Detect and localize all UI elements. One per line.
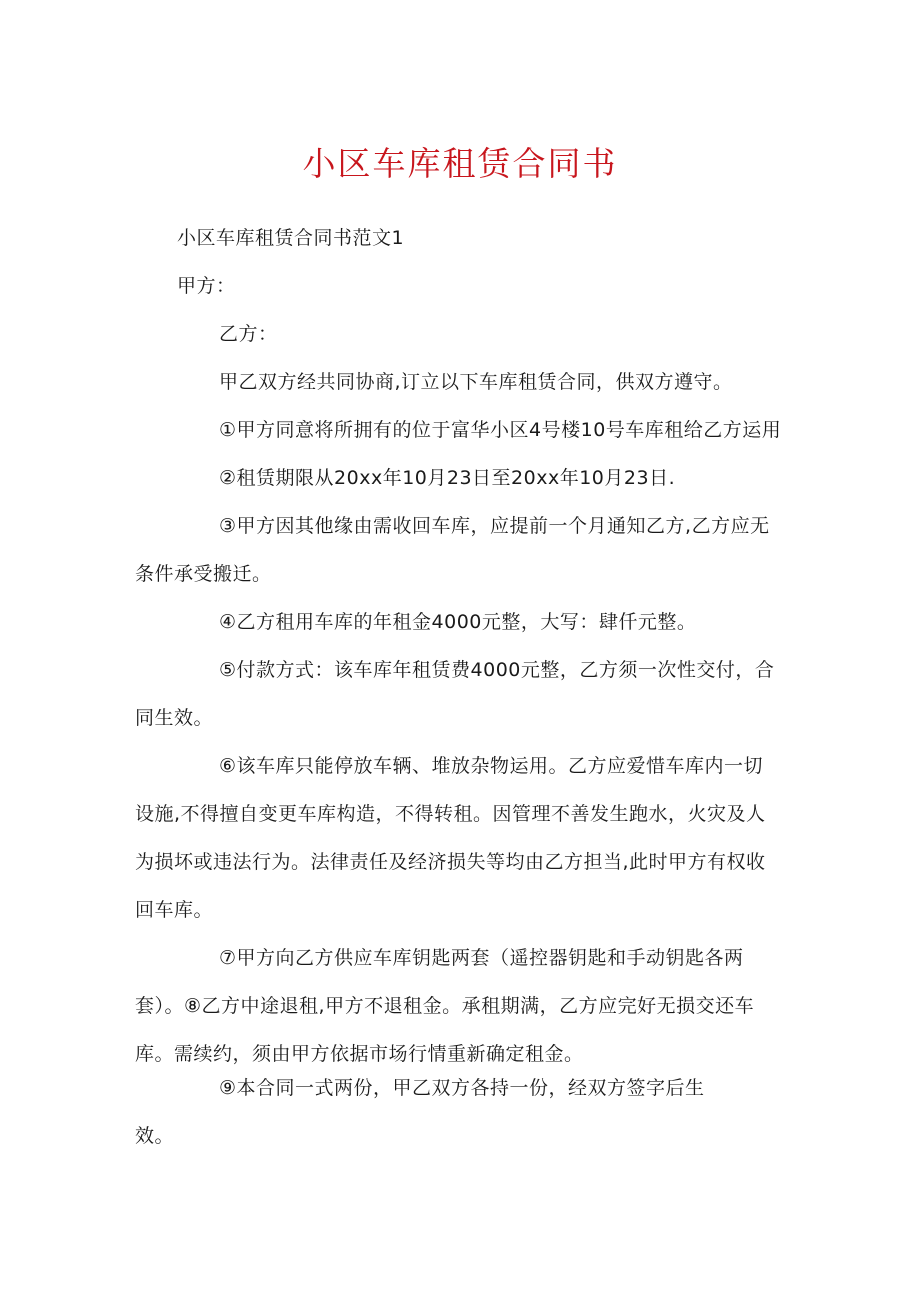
clause-2: ②租赁期限从20xx年10月23日至20xx年10月23日. (219, 467, 676, 489)
clause-3-line-1: ③甲方因其他缘由需收回车库，应提前一个月通知乙方,乙方应无 (219, 515, 770, 537)
clause-9-line-2: 效。 (135, 1125, 175, 1147)
clause-7-line-1: ⑦甲方向乙方供应车库钥匙两套（遥控器钥匙和手动钥匙各两 (219, 947, 744, 969)
clause-6-line-3: 为损坏或违法行为。法律责任及经济损失等均由乙方担当,此时甲方有权收 (135, 851, 766, 873)
clause-5-line-2: 同生效。 (135, 707, 214, 729)
clause-4: ④乙方租用车库的年租金4000元整，大写：肆仟元整。 (219, 611, 697, 633)
intro-paragraph: 甲乙双方经共同协商,订立以下车库租赁合同，供双方遵守。 (219, 371, 733, 393)
clause-3-line-2: 条件承受搬迁。 (135, 563, 272, 585)
clause-1: ①甲方同意将所拥有的位于富华小区4号楼10号车库租给乙方运用 (219, 419, 782, 441)
clause-5-line-1: ⑤付款方式：该车库年租赁费4000元整，乙方须一次性交付，合 (219, 659, 775, 681)
clause-6-line-2: 设施,不得擅自变更车库构造，不得转租。因管理不善发生跑水，火灾及人 (135, 803, 766, 825)
clause-6-line-1: ⑥该车库只能停放车辆、堆放杂物运用。乙方应爱惜车库内一切 (219, 755, 764, 777)
party-b-label: 乙方： (219, 323, 278, 345)
clause-9-line-1: ⑨本合同一式两份，甲乙双方各持一份，经双方签字后生 (219, 1077, 705, 1099)
clause-6-line-4: 回车库。 (135, 899, 214, 921)
clause-7-line-3: 库。需续约，须由甲方依据市场行情重新确定租金。 (135, 1043, 584, 1065)
party-a-label: 甲方： (177, 275, 236, 297)
document-title: 小区车库租赁合同书 (302, 144, 618, 183)
clause-7-line-2: 套）。⑧乙方中途退租,甲方不退租金。承租期满，乙方应完好无损交还车 (135, 995, 755, 1017)
document-subtitle: 小区车库租赁合同书范文1 (177, 227, 405, 249)
